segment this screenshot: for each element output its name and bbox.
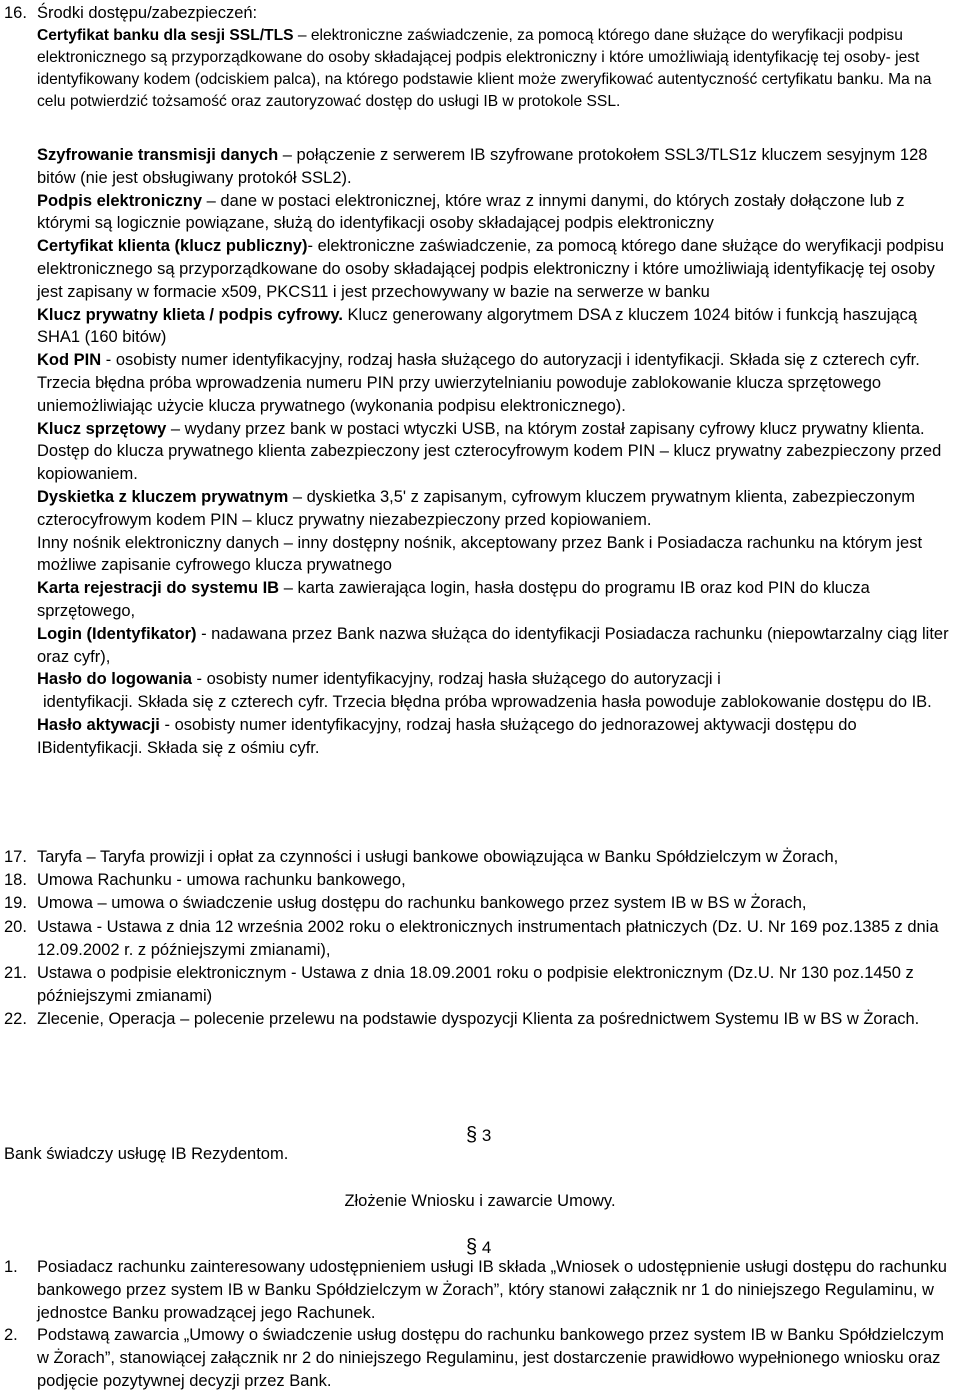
bank-rezydent-line: Bank świadczy usługę IB Rezydentom.: [4, 1145, 289, 1163]
definition-term: Klucz prywatny klieta / podpis cyfrowy.: [37, 305, 343, 324]
definition-activation: [37, 714, 954, 760]
definition-text-continued: identyfikacji. Składa się z czterech cyfr. Trzecia błędna próba wprowadzenia hasła powoduje zablokowanie dostępu do IB.: [43, 693, 932, 712]
definition-text: - osobisty numer identyfikacyjny, rodzaj hasła służącego do autoryzacji i: [191, 670, 721, 689]
definition-client-cert: [37, 235, 954, 303]
item-16-continued: [0, 144, 960, 760]
item-number: 1.: [4, 1258, 18, 1276]
definition-text: Klucz generowany algorytmem DSA z kluczem 1024 bitów i funkcją haszującą SHA1 (160 bitów): [37, 305, 918, 347]
definition-login: [37, 623, 954, 669]
item-number: 19.: [4, 894, 27, 913]
definition-term: Certyfikat klienta (klucz publiczny): [37, 237, 308, 256]
definition-term: Certyfikat banku dla sesji SSL/TLS: [37, 27, 294, 44]
definition-term: Login (Identyfikator): [37, 624, 197, 643]
definition-signature: [37, 190, 954, 236]
list-item: [0, 916, 960, 962]
list-item: [0, 1008, 960, 1031]
list-item: [0, 869, 960, 892]
definition-text: – dyskietka 3,5' z zapisanym, cyfrowym kluczem prywatnym klienta, zabezpieczonym czterocyfrowym kodem PIN – klucz prywatny niezabezpieczony przed kopiowaniem.: [37, 487, 915, 529]
item-text: Ustawa - Ustawa z dnia 12 września 2002 roku o elektronicznych instrumentach płatniczych (Dz. U. Nr 169 poz.1385 z dnia 12.09.2002 r. z późniejszymi zmianami),: [37, 917, 939, 959]
definition-text: – elektroniczne zaświadczenie, za pomocą którego dane służące do weryfikacji podpisu elektronicznego są przyporządkowane do osoby składającej podpis elektroniczny i które umożliwiają identyfikację tej osoby- jest identyfikowany kodem (odciskiem palca), na którego podstawie klient może zweryfikować autentyczność certyfikatu banku. Ma na celu potwierdzić tożsamość oraz zautoryzować dostęp do usługi IB w protokole SSL.: [37, 27, 932, 110]
definition-term: Karta rejestracji do systemu IB: [37, 579, 280, 598]
list-item: [0, 892, 960, 915]
definition-text: - elektroniczne zaświadczenie, za pomocą którego dane służące do weryfikacji podpisu elektronicznego są przyporządkowane do osoby składającej podpis elektroniczny i które umożliwiają identyfikację tej osoby jest zapisany w formacie x509, PKCS11 i jest przechowywany w bazie na serwerze w banku: [37, 237, 944, 301]
item-number: 16.: [4, 4, 27, 22]
definition-text: - nadawana przez Bank nazwa służąca do identyfikacji Posiadacza rachunku (niepowtarzalny ciąg liter oraz cyfr),: [37, 624, 949, 666]
agreement-heading: Złożenie Wniosku i zawarcie Umowy.: [344, 1192, 616, 1210]
item-16: [0, 2, 960, 113]
definition-text: – połączenie z serwerem IB szyfrowane protokołem SSL3/TLS1z kluczem sesyjnym 128 bitów (nie jest obsługiwany protokół SSL2).: [37, 146, 928, 187]
definition-text: – dane w postaci elektronicznej, które wraz z innymi danymi, do których zostały dołączone lub z którymi są logicznie powiązane, służą do identyfikacji osoby składającej podpis elektroniczny: [37, 191, 905, 233]
item-number: 17.: [4, 848, 27, 866]
definition-term: Szyfrowanie transmisji danych: [37, 146, 279, 164]
definition-hw-key: [37, 418, 954, 486]
item-text: Umowa – umowa o świadczenie usług dostępu do rachunku bankowego przez system IB w BS w Żorach,: [37, 894, 807, 913]
definition-password: [37, 668, 954, 714]
item-text: Taryfa – Taryfa prowizji i opłat za czynności i usługi bankowe obowiązująca w Banku Spółdzielczym w Żorach,: [37, 848, 839, 866]
item-16-heading: Środki dostępu/zabezpieczeń:: [37, 4, 258, 22]
item-number: 2.: [4, 1326, 18, 1345]
item-number: 20.: [4, 917, 27, 936]
item-text: Posiadacz rachunku zainteresowany udostępnieniem usługi IB składa „Wniosek o udostępnienie usługi dostępu do rachunku bankowego przez system IB w Banku Spółdzielczym w Żorach”, który stanowi załącznik nr 1 do niniejszego Regulaminu, w jednostce Banku prowadzącej jego Rachunek.: [37, 1258, 947, 1322]
section-sign-icon: §: [466, 1236, 478, 1258]
item-number: 21.: [4, 964, 27, 983]
definition-pin: [37, 349, 954, 417]
definition-private-key: [37, 304, 954, 350]
section-number: 3: [481, 1126, 492, 1145]
definition-encryption: [37, 144, 954, 190]
item-number: 22.: [4, 1010, 27, 1029]
item-text: Podstawą zawarcia „Umowy o świadczenie usług dostępu do rachunku bankowego przez system IB w Banku Spółdzielczym w Żorach”, stanowiącej załącznik nr 2 do niniejszego Regulaminu, jest dostarczenie prawidłowo wypełnionego wniosku oraz podjęcie pozytywnej decyzji przez Bank.: [37, 1326, 945, 1390]
definition-term: Podpis elektroniczny: [37, 191, 203, 210]
definition-floppy: [37, 486, 954, 532]
definition-term: Hasło aktywacji: [37, 715, 160, 734]
definition-term: Hasło do logowania: [37, 670, 192, 689]
definition-text: - osobisty numer identyfikacyjny, rodzaj hasła służącego do jednorazowej aktywacji dostępu do IBidentyfikacji. Składa się z ośmiu cyfr.: [37, 715, 857, 757]
definition-text: – karta zawierająca login, hasła dostępu do programu IB oraz kod PIN do klucza sprzętowego,: [37, 579, 870, 620]
section-4-items: [0, 1256, 960, 1393]
item-text: Zlecenie, Operacja – polecenie przelewu na podstawie dyspozycji Klienta za pośrednictwem Systemu IB w BS w Żorach.: [37, 1010, 920, 1029]
definition-term: Kod PIN: [37, 351, 102, 370]
item-text: Ustawa o podpisie elektronicznym - Ustawa z dnia 18.09.2001 roku o podpisie elektronicznym (Dz.U. Nr 130 poz.1450 z późniejszymi zmianami): [37, 964, 914, 1006]
item-text: Umowa Rachunku - umowa rachunku bankowego,: [37, 871, 406, 890]
section-sign-icon: §: [466, 1124, 478, 1146]
list-item: [0, 1256, 960, 1324]
definition-term: Klucz sprzętowy: [37, 419, 167, 438]
section-number: 4: [481, 1238, 492, 1257]
definition-reg-card: [37, 577, 954, 623]
definition-text: - osobisty numer identyfikacyjny, rodzaj hasła służącego do autoryzacji i identyfikacji. Składa się z czterech cyfr. Trzecia błędna próba wprowadzenia numeru PIN przy uwierzytelnianiu powoduje zablokowanie klucza sprzętowego uniemożliwiając użycie klucza prywatnego (wykonania podpisu elektronicznego).: [37, 351, 920, 415]
definition-term: Dyskietka z kluczem prywatnym: [37, 487, 289, 506]
list-item: [0, 1324, 960, 1392]
item-number: 18.: [4, 871, 27, 890]
items-17-22: [0, 846, 960, 1032]
definition-text: – wydany przez bank w postaci wtyczki USB, na którym został zapisany cyfrowy klucz prywatny klienta. Dostęp do klucza prywatnego klienta zabezpieczony jest czterocyfrowym kodem PIN – klucz prywatny zabezpieczony przed kopiowaniem.: [37, 419, 942, 484]
definition-other-media: Inny nośnik elektroniczny danych – inny dostępny nośnik, akceptowany przez Bank i Posiadacza rachunku na którym jest możliwe zapisanie cyfrowego klucza prywatnego: [37, 533, 923, 575]
list-item: [0, 846, 960, 869]
definition-cert-bank: [37, 25, 954, 113]
list-item: [0, 962, 960, 1008]
